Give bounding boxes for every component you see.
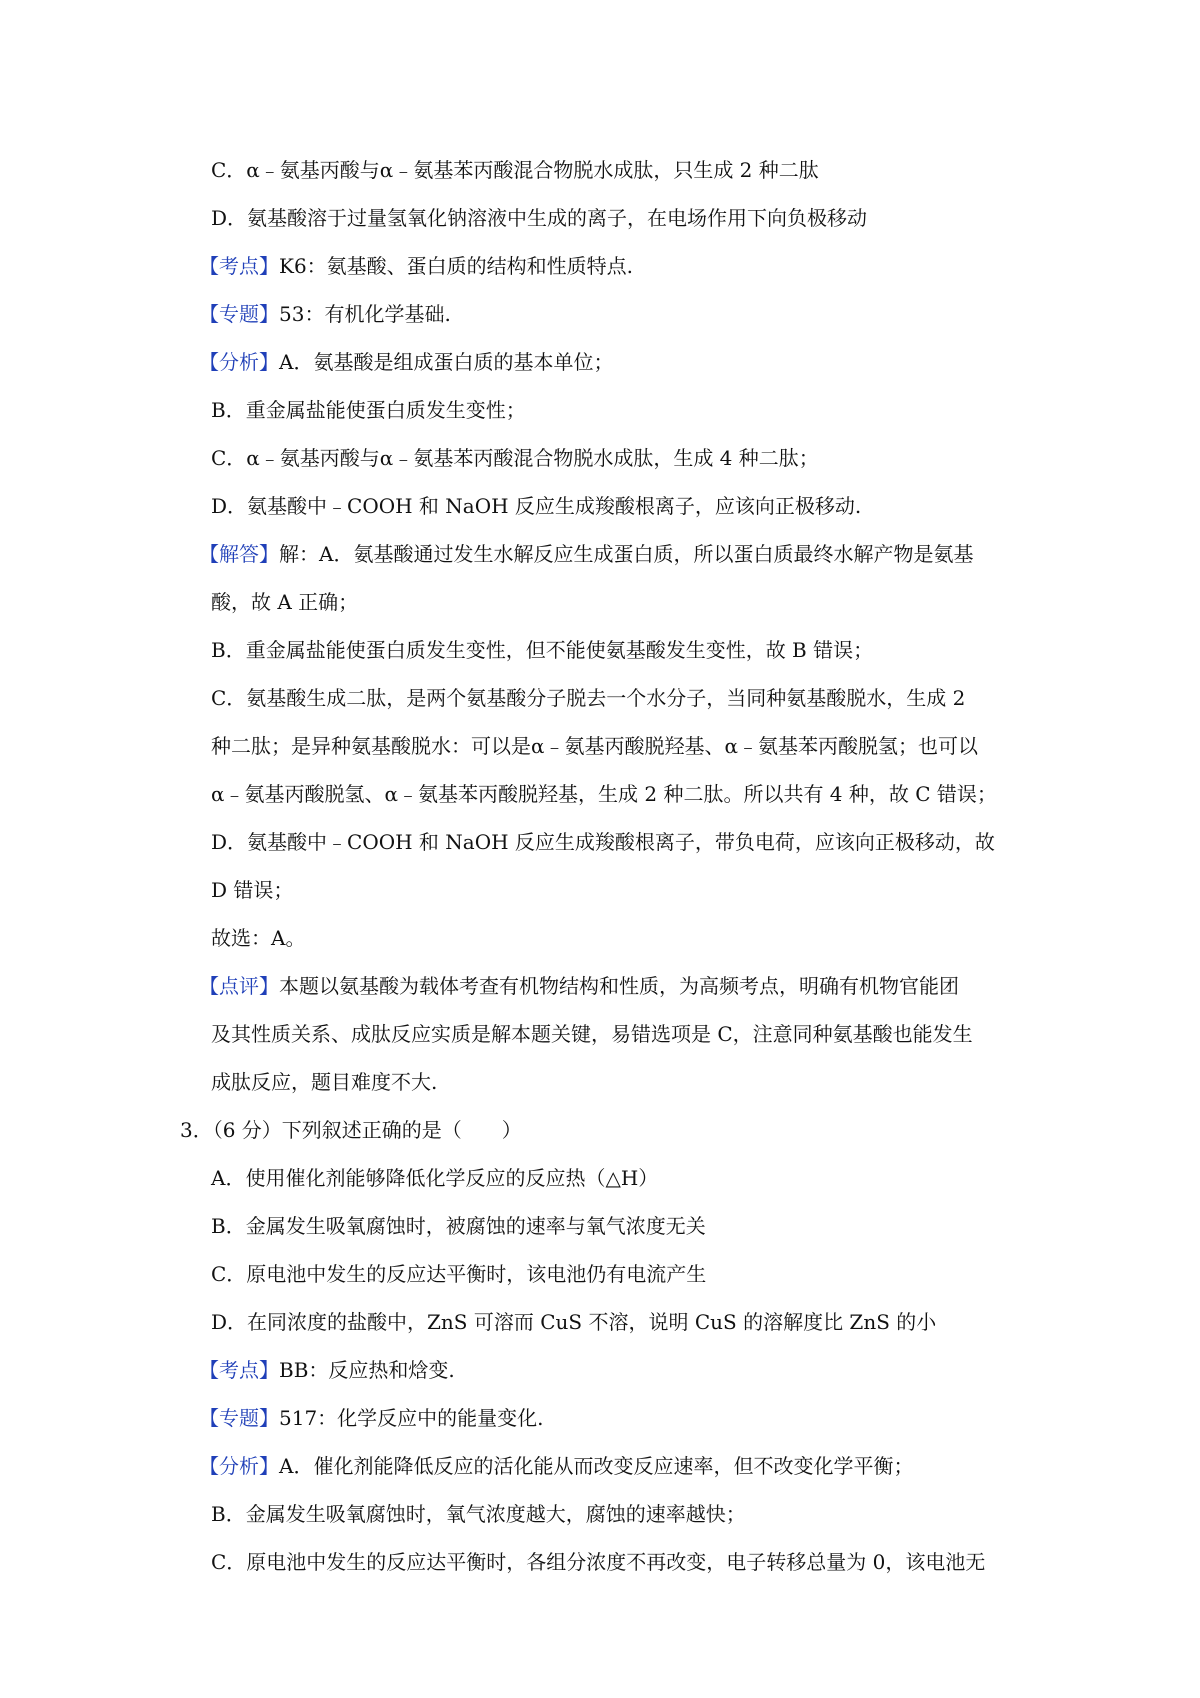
q2-jieda-line: 种二肽；是异种氨基酸脱水：可以是α﹣氨基丙酸脱羟基、α﹣氨基苯丙酸脱氢；也可以: [211, 734, 979, 758]
q3-fenxi-b: B．金属发生吸氧腐蚀时，氧气浓度越大，腐蚀的速率越快；: [211, 1502, 746, 1526]
q2-fenxi-d: D．氨基酸中﹣COOH 和 NaOH 反应生成羧酸根离子，应该向正极移动.: [211, 494, 862, 518]
q2-zhuanti-text: 53：有机化学基础.: [279, 302, 451, 326]
q2-jieda-answer: 故选：A。: [211, 926, 306, 950]
q2-jieda-line: B．重金属盐能使蛋白质发生变性，但不能使氨基酸发生变性，故 B 错误；: [211, 638, 874, 662]
q2-jieda-line: C．氨基酸生成二肽，是两个氨基酸分子脱去一个水分子，当同种氨基酸脱水，生成 2: [211, 686, 966, 710]
q2-fenxi: [199, 348, 614, 376]
q3-fenxi: [199, 1452, 914, 1480]
q2-kaodian: [199, 252, 634, 280]
q3-fenxi-a: A．催化剂能降低反应的活化能从而改变反应速率，但不改变化学平衡；: [279, 1454, 914, 1478]
section-tag-zhuanti: 【专题】: [199, 302, 279, 326]
q2-dianping: [199, 972, 959, 1000]
q2-kaodian-text: K6：氨基酸、蛋白质的结构和性质特点.: [279, 254, 634, 278]
section-tag-kaodian: 【考点】: [199, 1358, 279, 1382]
q2-zhuanti: [199, 300, 451, 328]
section-tag-dianping: 【点评】: [199, 974, 279, 998]
q2-option-c: C．α﹣氨基丙酸与α﹣氨基苯丙酸混合物脱水成肽，只生成 2 种二肽: [211, 158, 819, 182]
q3-zhuanti: [199, 1404, 544, 1432]
q2-jieda-line: α﹣氨基丙酸脱氢、α﹣氨基苯丙酸脱羟基，生成 2 种二肽。所以共有 4 种，故 C 错误；: [211, 782, 997, 806]
q3-option-a: A．使用催化剂能够降低化学反应的反应热（△H）: [211, 1166, 659, 1190]
q2-option-d: D．氨基酸溶于过量氢氧化钠溶液中生成的离子，在电场作用下向负极移动: [211, 206, 868, 230]
q2-fenxi-a: A．氨基酸是组成蛋白质的基本单位；: [279, 350, 614, 374]
q2-dianping-line: 及其性质关系、成肽反应实质是解本题关键，易错选项是 C，注意同种氨基酸也能发生: [211, 1022, 973, 1046]
q3-stem: 3．（6 分）下列叙述正确的是（ ）: [180, 1118, 522, 1142]
q3-kaodian: [199, 1356, 455, 1384]
q2-jieda-line: D．氨基酸中﹣COOH 和 NaOH 反应生成羧酸根离子，带负电荷，应该向正极移动，故: [211, 830, 995, 854]
q3-option-c: C．原电池中发生的反应达平衡时，该电池仍有电流产生: [211, 1262, 707, 1286]
q2-jieda-line: D 错误；: [211, 878, 294, 902]
q3-kaodian-text: BB：反应热和焓变.: [279, 1358, 455, 1382]
section-tag-zhuanti: 【专题】: [199, 1406, 279, 1430]
q2-dianping-line: 本题以氨基酸为载体考查有机物结构和性质，为高频考点，明确有机物官能团: [279, 974, 959, 998]
q2-jieda-line: 酸，故 A 正确；: [211, 590, 359, 614]
section-tag-fenxi: 【分析】: [199, 350, 279, 374]
q3-zhuanti-text: 517：化学反应中的能量变化.: [279, 1406, 544, 1430]
q3-fenxi-c: C．原电池中发生的反应达平衡时，各组分浓度不再改变，电子转移总量为 0，该电池无: [211, 1550, 986, 1574]
q2-fenxi-c: C．α﹣氨基丙酸与α﹣氨基苯丙酸混合物脱水成肽，生成 4 种二肽；: [211, 446, 819, 470]
q2-fenxi-b: B．重金属盐能使蛋白质发生变性；: [211, 398, 526, 422]
section-tag-kaodian: 【考点】: [199, 254, 279, 278]
q2-jieda-line: 解：A．氨基酸通过发生水解反应生成蛋白质，所以蛋白质最终水解产物是氨基: [279, 542, 974, 566]
q3-option-d: D．在同浓度的盐酸中，ZnS 可溶而 CuS 不溶，说明 CuS 的溶解度比 ZnS 的小: [211, 1310, 937, 1334]
q2-jieda: [199, 540, 974, 568]
q3-option-b: B．金属发生吸氧腐蚀时，被腐蚀的速率与氧气浓度无关: [211, 1214, 706, 1238]
q2-dianping-line: 成肽反应，题目难度不大.: [211, 1070, 438, 1094]
section-tag-jieda: 【解答】: [199, 542, 279, 566]
section-tag-fenxi: 【分析】: [199, 1454, 279, 1478]
